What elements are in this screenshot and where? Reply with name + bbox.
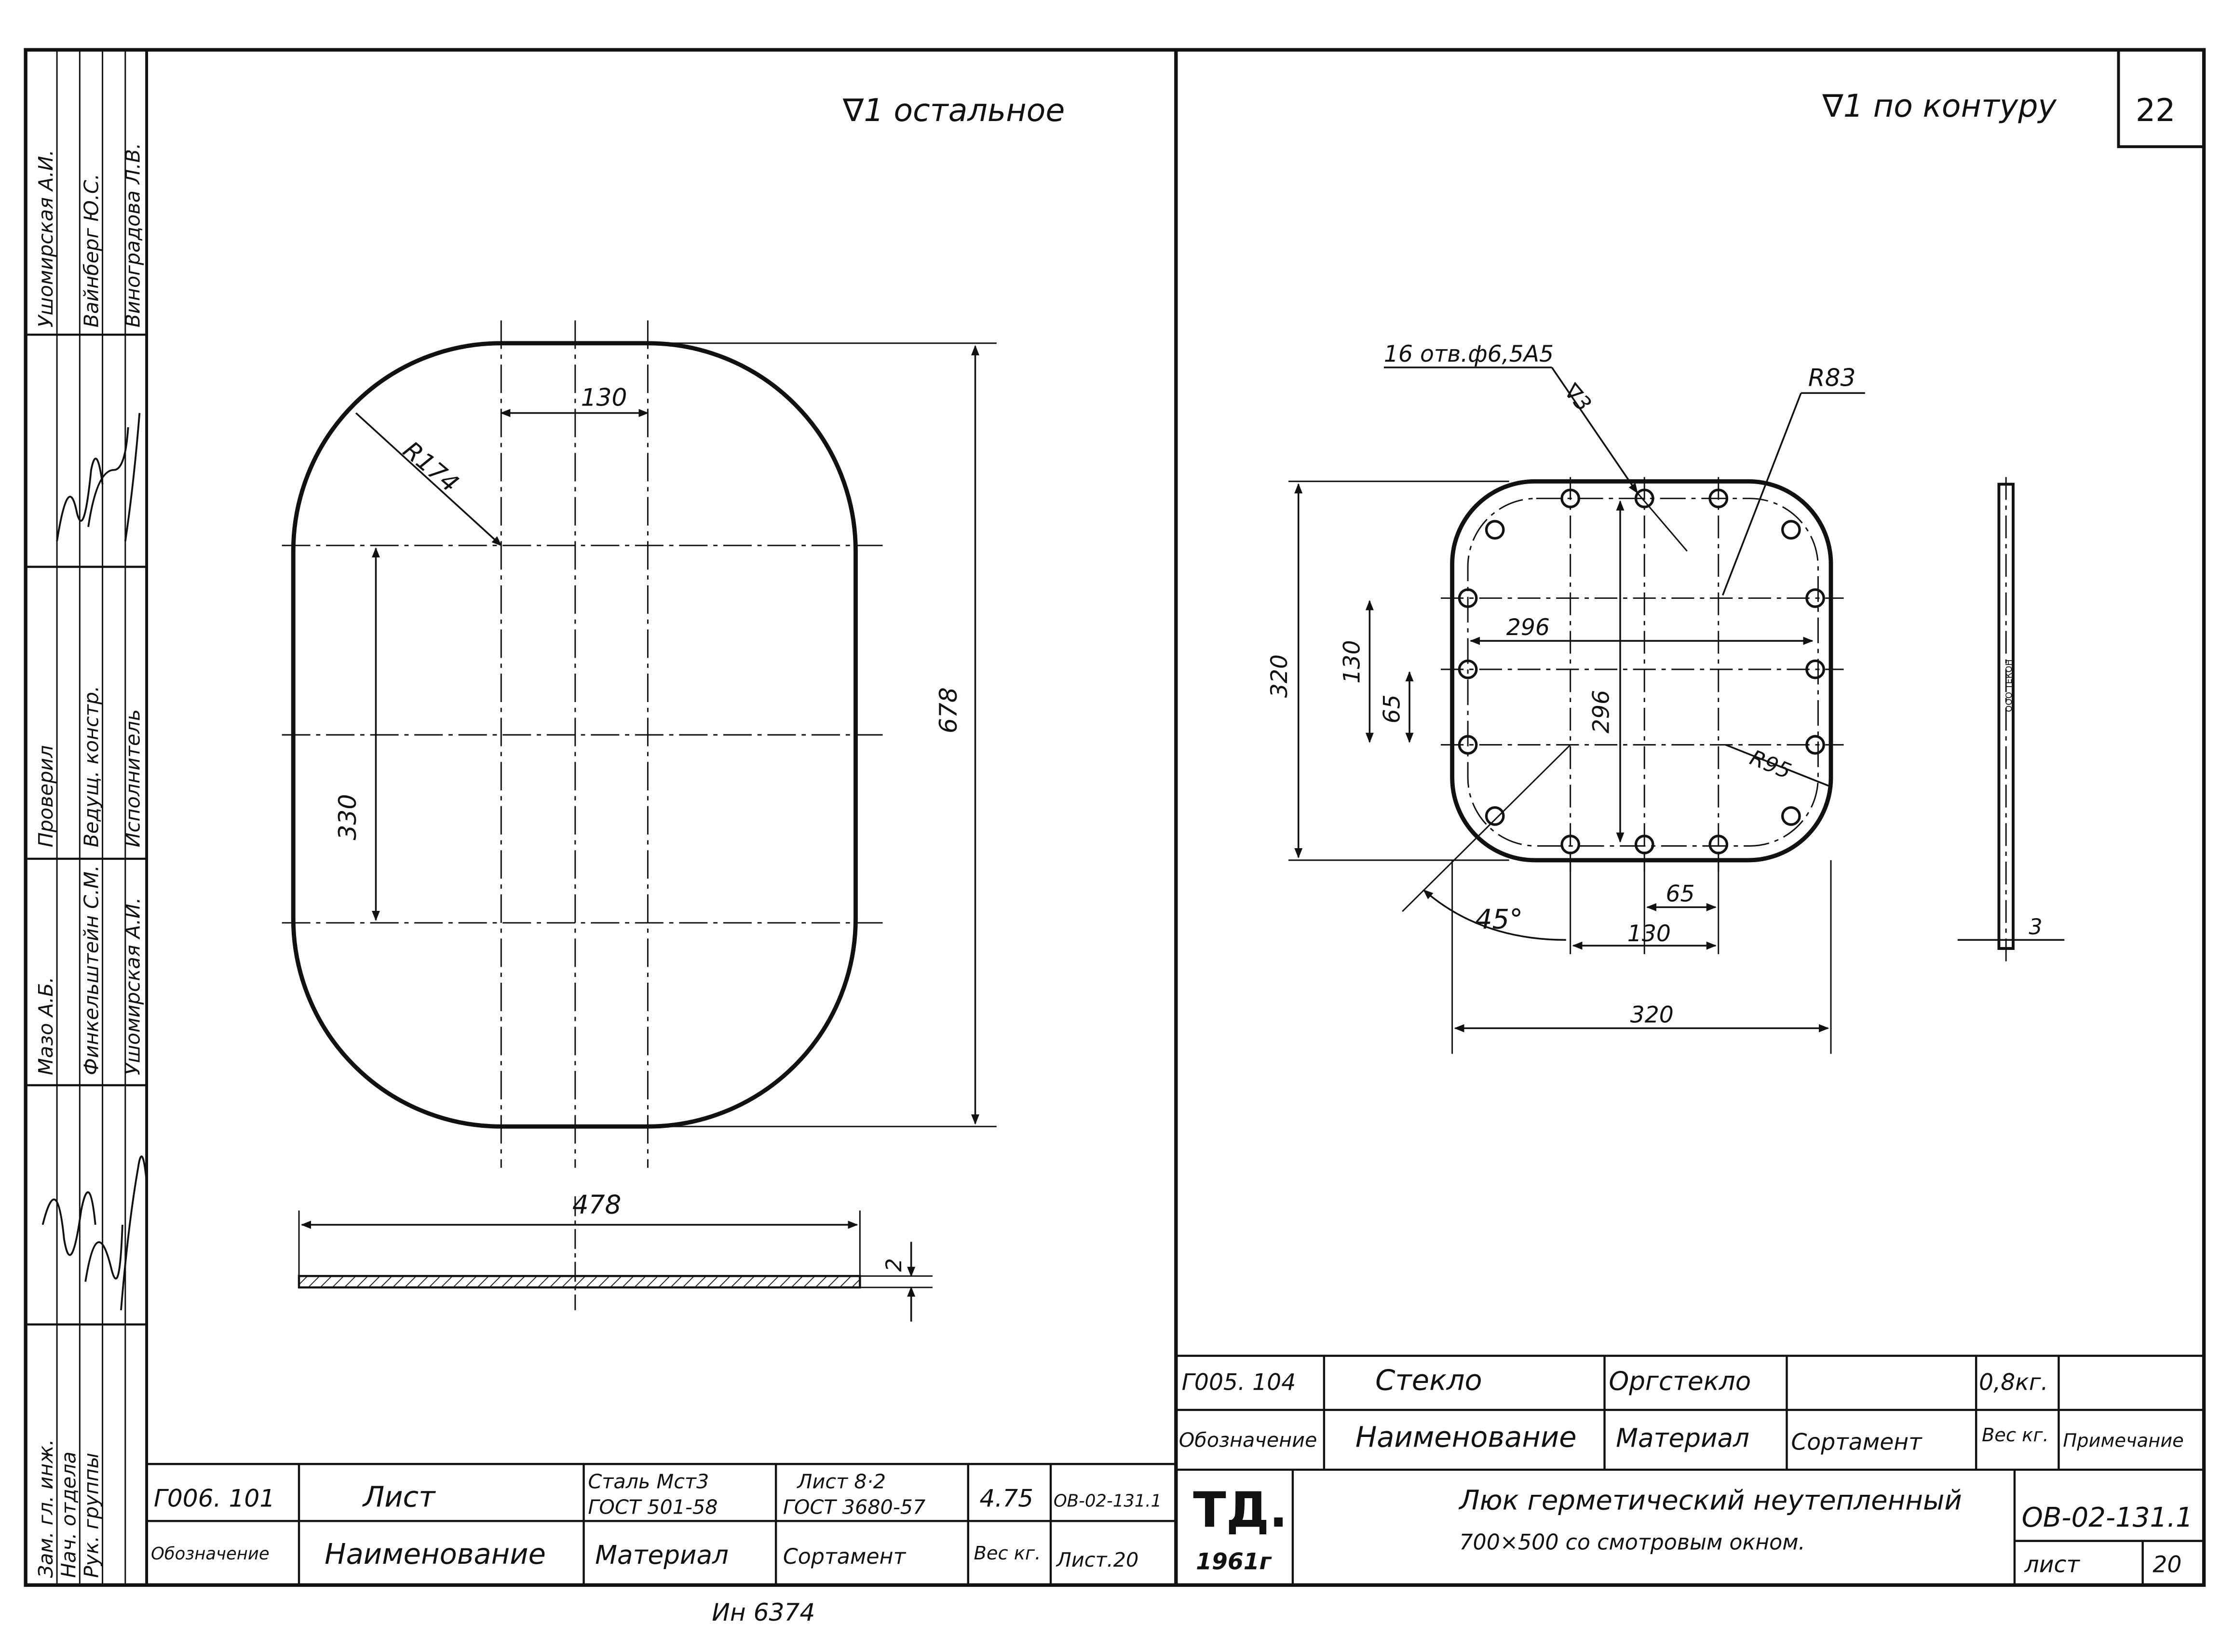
title-line-1: Люк герметический неутепленный [1459,1485,1962,1517]
dim-130-v: 130 [1339,640,1366,684]
left-stamp [34,143,144,1578]
bl-assortment-1: Лист 8·2 [797,1470,886,1493]
bl-name: Лист [363,1480,435,1514]
logo: ТД. [1193,1482,1288,1539]
dim-130-h: 130 [1627,921,1671,948]
bottom-right-table [1176,1356,2204,1470]
dim-thickness-2: 2 [881,1258,907,1272]
stamp-role-ruk: Рук. группы [80,1452,103,1578]
left-finish-note: ∇1 остальное [842,93,1065,129]
dim-296-h: 296 [1506,614,1550,641]
dim-320-v: 320 [1266,654,1293,698]
dim-678: 678 [934,687,963,734]
holes-note: 16 отв.ф6,5А5 [1383,341,1554,368]
stamp-check-3: Исполнитель [121,709,145,848]
signatures [43,413,147,1311]
br-header-note: Примечание [2063,1430,2184,1452]
br-header-assortment: Сортамент [1791,1429,1922,1456]
stamp-check-name-2: Вайнберг Ю.С. [80,173,103,328]
sheet-number-box [2118,50,2204,147]
bottom-left-table [147,1464,1176,1585]
br-header-weight: Вес кг. [1981,1424,2049,1446]
bl-header-designation: Обозначение [150,1544,270,1564]
stamp-check-name-3: Виноградова Л.В. [121,143,145,328]
bl-weight: 4.75 [979,1484,1034,1513]
bl-header-material: Материал [595,1540,729,1570]
signature-1 [43,1192,95,1255]
dim-130-left: 130 [581,383,627,412]
stamp-check-2: Ведущ. констр. [80,685,103,848]
br-material: Оргстекло [1609,1366,1751,1396]
left-drawing [282,93,1065,1322]
logo-year: 1961г [1196,1548,1272,1575]
dim-r174: R174 [397,435,464,498]
right-finish-note: ∇1 по контуру [1822,88,2057,125]
dim-320-h: 320 [1630,1002,1674,1029]
signature-2 [85,1225,122,1282]
hole [1783,808,1800,825]
br-header-material: Материал [1616,1423,1749,1453]
br-name: Стекло [1375,1363,1482,1397]
stamp-name-3: Ушомирская А.И. [121,897,145,1075]
hole [1783,521,1800,538]
roughness-note: ∇3 [1559,379,1596,417]
title-doc: ОВ-02-131.1 [2021,1502,2193,1534]
dim-65-h: 65 [1666,880,1695,907]
dim-r83: R83 [1808,363,1856,392]
bl-assortment-2: ГОСТ 3680-57 [783,1495,926,1519]
hole [1486,521,1503,538]
stamp-name-1: Мазо А.Б. [34,976,58,1075]
sheet-number: 22 [2135,93,2176,129]
stamp-role-zam: Зам. гл. инж. [34,1439,58,1578]
bl-material-1: Сталь Мст3 [588,1470,709,1493]
br-header-designation: Обозначение [1178,1428,1317,1452]
title-sheet-label: лист [2024,1551,2080,1578]
dim-r95: R95 [1746,745,1795,784]
dim-side-thickness: 3 [2029,915,2043,940]
bl-designation: Г006. 101 [153,1484,275,1513]
bl-header-weight: Вес кг. [974,1543,1041,1565]
plate-section [299,1276,860,1287]
br-header-name: Наименование [1355,1420,1577,1454]
dim-330: 330 [333,794,362,840]
bl-header-name: Наименование [325,1537,546,1571]
title-sheet-number: 20 [2153,1551,2182,1578]
plate-centerlines [282,321,883,1168]
br-designation: Г005. 104 [1181,1369,1296,1396]
dim-angle-45: 45° [1475,904,1523,935]
bl-doc: ОВ-02-131.1 [1053,1491,1162,1511]
inventory-number: Ин 6374 [712,1598,815,1627]
stamp-role-nach: Нач. отдела [57,1451,81,1578]
glass-outer [1452,481,1831,860]
br-weight: 0,8кг. [1979,1369,2048,1396]
holes [1459,490,1824,853]
stamp-check-1: Проверил [34,745,58,848]
hole [1486,808,1503,825]
stamp-check-name-1: Ушомирская А.И. [34,149,58,328]
bl-sheet-ref: Лист.20 [1056,1548,1139,1571]
signature-5 [88,427,128,527]
dim-296-v: 296 [1588,690,1615,734]
bl-header-assortment: Сортамент [783,1544,906,1569]
bl-material-2: ГОСТ 501-58 [588,1495,718,1519]
title-block [1193,1470,2204,1585]
side-view-text: ООО ТЕКОН [2004,659,2014,712]
title-line-2: 700×500 со смотровым окном. [1459,1530,1805,1555]
dim-478: 478 [572,1190,622,1220]
stamp-name-2: Финкельштейн С.М. [80,865,103,1075]
dim-65-v: 65 [1379,694,1406,724]
right-drawing [1266,88,2064,1054]
